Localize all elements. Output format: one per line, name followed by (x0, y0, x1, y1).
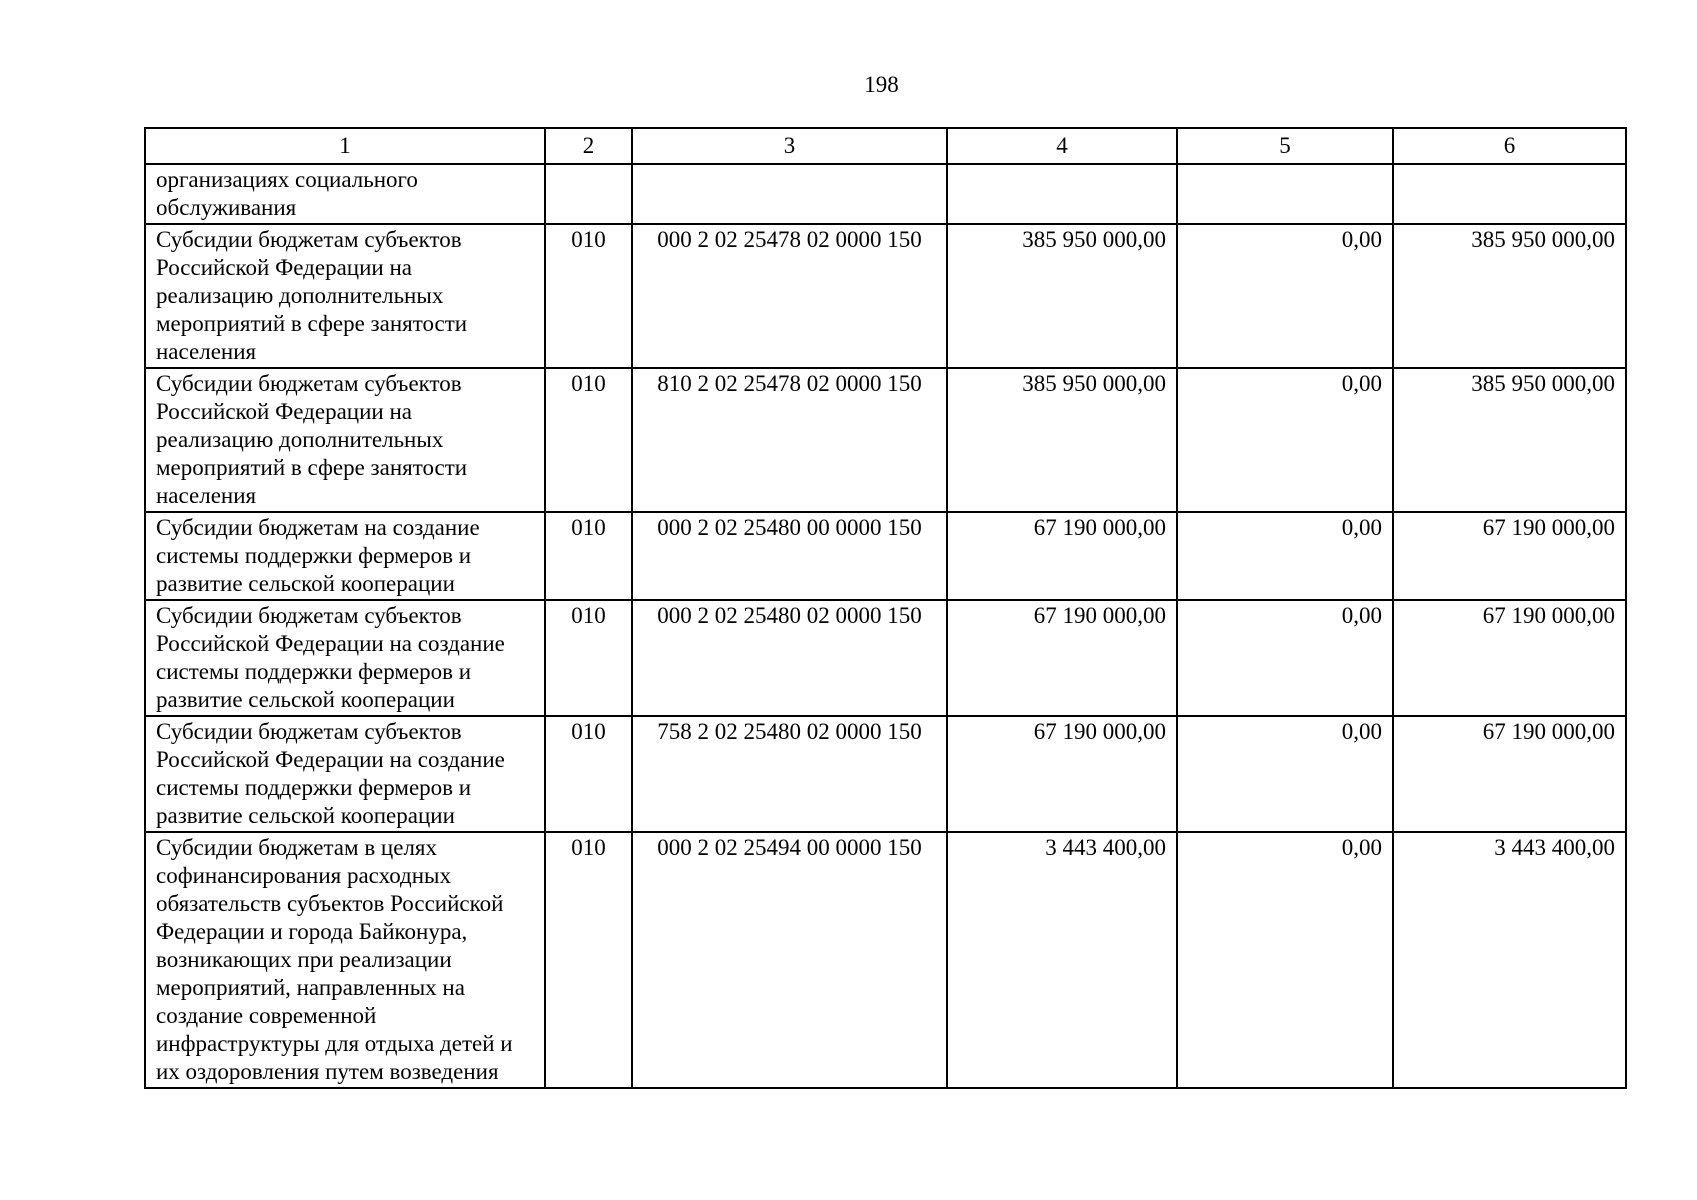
row-kbk: 758 2 02 25480 02 0000 150 (632, 716, 947, 832)
header-col-1: 1 (145, 128, 545, 164)
row-col6: 67 190 000,00 (1393, 600, 1626, 716)
row-kbk: 000 2 02 25480 02 0000 150 (632, 600, 947, 716)
row-col5: 0,00 (1177, 716, 1393, 832)
table-row (145, 600, 1626, 716)
header-col-2: 2 (545, 128, 632, 164)
row-code (545, 164, 632, 224)
row-col5: 0,00 (1177, 368, 1393, 512)
row-kbk (632, 164, 947, 224)
table-row (145, 224, 1626, 368)
budget-table (144, 127, 1627, 1089)
table-row (145, 716, 1626, 832)
row-name: Субсидии бюджетам субъектов Российской Федерации на реализацию дополнительных мероприятий в сфере занятости населения (145, 224, 545, 368)
row-name: Субсидии бюджетам субъектов Российской Федерации на создание системы поддержки фермеров и развитие сельской кооперации (145, 716, 545, 832)
row-code: 010 (545, 512, 632, 600)
row-col4: 3 443 400,00 (947, 832, 1177, 1088)
row-kbk: 000 2 02 25480 00 0000 150 (632, 512, 947, 600)
row-col6: 385 950 000,00 (1393, 368, 1626, 512)
row-col6: 67 190 000,00 (1393, 716, 1626, 832)
row-col6: 67 190 000,00 (1393, 512, 1626, 600)
row-kbk: 810 2 02 25478 02 0000 150 (632, 368, 947, 512)
row-code: 010 (545, 368, 632, 512)
row-code: 010 (545, 716, 632, 832)
row-col4: 67 190 000,00 (947, 512, 1177, 600)
table-row (145, 164, 1626, 224)
table-row (145, 832, 1626, 1088)
table-body (145, 164, 1626, 1088)
row-col5: 0,00 (1177, 512, 1393, 600)
row-col6: 3 443 400,00 (1393, 832, 1626, 1088)
row-col5: 0,00 (1177, 224, 1393, 368)
row-name: организациях социального обслуживания (145, 164, 545, 224)
row-col6 (1393, 164, 1626, 224)
row-name: Субсидии бюджетам на создание системы поддержки фермеров и развитие сельской кооперации (145, 512, 545, 600)
header-col-6: 6 (1393, 128, 1626, 164)
row-col5 (1177, 164, 1393, 224)
header-col-3: 3 (632, 128, 947, 164)
row-col4: 67 190 000,00 (947, 716, 1177, 832)
row-col6: 385 950 000,00 (1393, 224, 1626, 368)
row-col5: 0,00 (1177, 832, 1393, 1088)
page-number: 198 (864, 72, 899, 97)
row-col5: 0,00 (1177, 600, 1393, 716)
header-row (145, 128, 1626, 164)
table-row (145, 512, 1626, 600)
row-col4 (947, 164, 1177, 224)
row-col4: 385 950 000,00 (947, 224, 1177, 368)
row-code: 010 (545, 224, 632, 368)
header-col-4: 4 (947, 128, 1177, 164)
row-col4: 385 950 000,00 (947, 368, 1177, 512)
row-name: Субсидии бюджетам субъектов Российской Федерации на создание системы поддержки фермеров и развитие сельской кооперации (145, 600, 545, 716)
row-code: 010 (545, 600, 632, 716)
row-name: Субсидии бюджетам субъектов Российской Федерации на реализацию дополнительных мероприятий в сфере занятости населения (145, 368, 545, 512)
header-col-5: 5 (1177, 128, 1393, 164)
row-kbk: 000 2 02 25494 00 0000 150 (632, 832, 947, 1088)
row-col4: 67 190 000,00 (947, 600, 1177, 716)
row-name: Субсидии бюджетам в целях софинансирования расходных обязательств субъектов Российской Федерации и города Байконура, возникающих при реализации мероприятий, направленных на создание современной инфраструктуры для отдыха детей и их оздоровления путем возведения (145, 832, 545, 1088)
table-row (145, 368, 1626, 512)
table-header (145, 128, 1626, 164)
row-code: 010 (545, 832, 632, 1088)
row-kbk: 000 2 02 25478 02 0000 150 (632, 224, 947, 368)
